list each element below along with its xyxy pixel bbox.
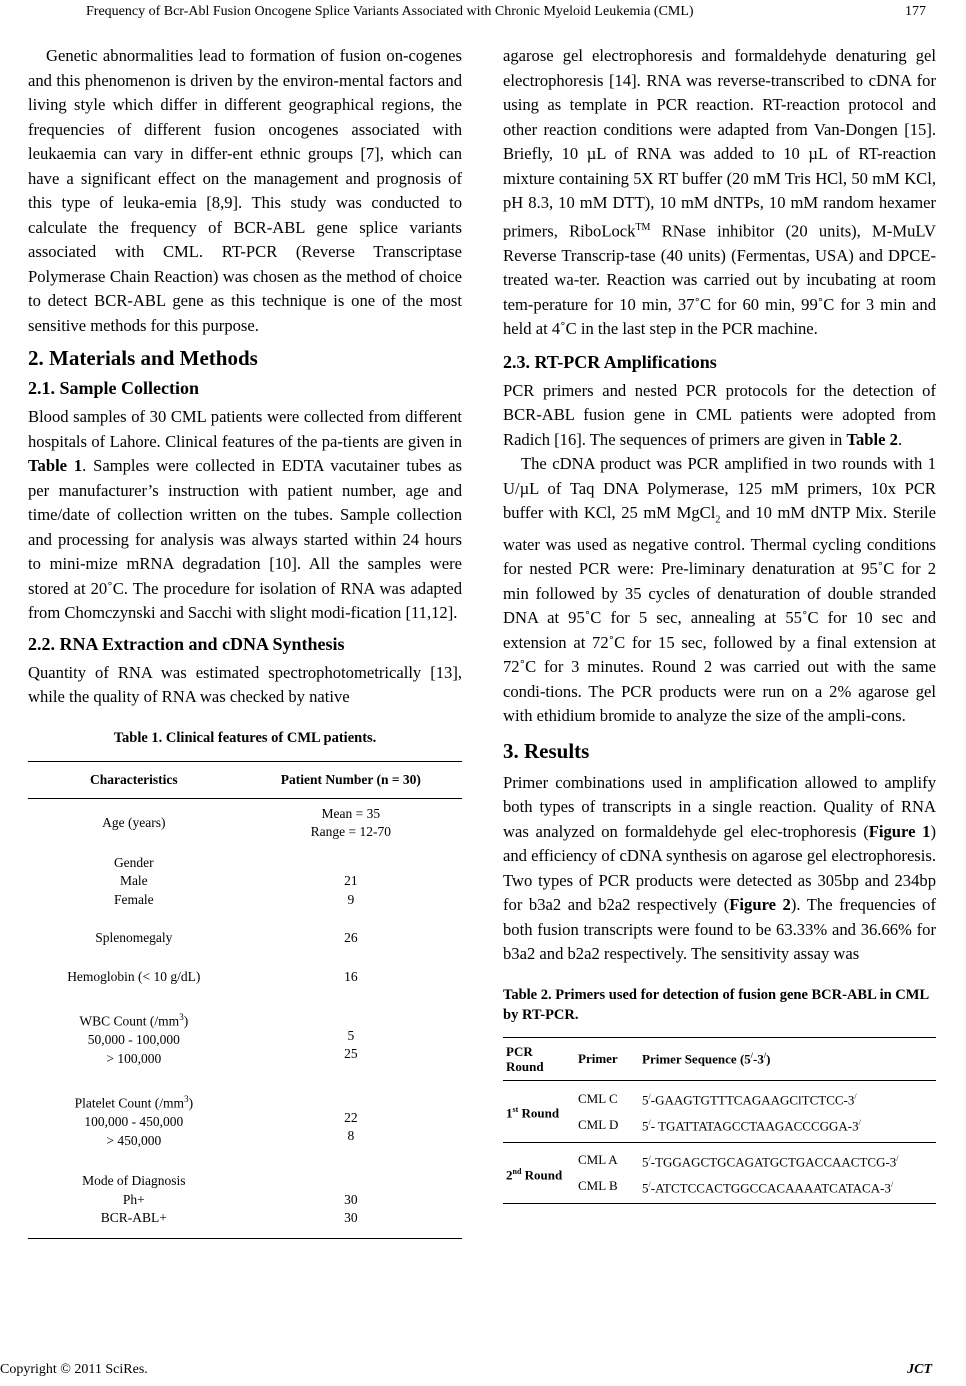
table-2-header-sequence: Primer Sequence (5/-3/)	[639, 1037, 936, 1080]
rna-extraction-paragraph: Quantity of RNA was estimated spectrophotometrically [13], while the quality of RNA was checked by native	[28, 662, 462, 706]
table-row: Gender Male Female 21 9	[113, 854, 358, 907]
table-1-header-characteristics: Characteristics	[28, 761, 240, 798]
rt-pcr-paragraph-1: PCR primers and nested PCR protocols for the detection of BCR-ABL fusion gene in CML patients were adopted from Radich [16]. The sequences of primers are given in Table 2.	[503, 380, 936, 449]
section-2-heading: 2. Materials and Methods	[28, 346, 258, 370]
section-3-heading: 3. Results	[503, 738, 590, 763]
section-2-1-heading: 2.1. Sample Collection	[28, 378, 199, 398]
rt-reaction-paragraph: agarose gel electrophoresis and formaldehyde denaturing gel electrophoresis [14]. RNA was reverse-transcribed to cDNA for using as template in PCR reaction. RT-reaction protocol and other reaction conditions were adapted from Van-Dongen [15]. Briefly, 10 µL of RNA was added to 10 µL of RT-reaction mixture containing 5X RT buffer (20 mM Tris HCl, 50 mM KCl, pH 8.3, 10 mM DTT), 10 mM dNTPs, 10 mM random hexamer primers, RiboLock™ RNase inhibitor (20 units), M-MuLV Reverse Transcrip-tase (40 units) (Fermentas, USA) and DPCE-treated wa-ter. Reaction was carried out by incubating at room tem-perature for 10 min, 37˚C for 60 min, 99˚C for 3 min and held at 4˚C in the last step in the PCR machine.	[503, 46, 936, 339]
table-row: CML B 5/-ATCTCCACTGGCCACAAAATCATACA-3/	[503, 1173, 936, 1204]
section-2-3-heading: 2.3. RT-PCR Amplifications	[503, 351, 717, 372]
journal-name: JCT	[907, 1362, 932, 1377]
table-2-header-primer: Primer	[575, 1037, 639, 1080]
table-row: CML D 5/- TGATTATAGCCTAAGACCCGGA-3/	[503, 1111, 936, 1142]
running-header	[36, 4, 926, 24]
figure-2-ref: Figure 2	[729, 895, 791, 915]
table-2	[503, 1037, 936, 1204]
table-1-caption: Table 1. Clinical features of CML patients.	[113, 729, 377, 746]
copyright: Copyright © 2011 SciRes.	[0, 1362, 148, 1377]
right-column	[503, 44, 936, 1204]
table-row: 2nd Round CML A 5/-TGGAGCTGCAGATGCTGACCAACTCG-3/	[503, 1142, 936, 1173]
left-column	[28, 44, 462, 1239]
table-row: Platelet Count $(/mm^3)$ 100,000 - 450,000 > 450,000 22 8	[74, 1094, 358, 1148]
intro-paragraph: Genetic abnormalities lead to formation of fusion on-cogenes and this phenomenon is driven by the environ-mental factors and living style which differ in different geographical regions, the frequencies of different fusion oncogenes associated with leukaemia can vary in differ-ent ethnic groups [7], which can have a significant effect on the management and prognosis of this type of leuka-emia [8,9]. This study was conducted to calculate the frequency of BCR-ABL gene splice variants associated with CML. RT-PCR (Reverse Transcriptase Polymerase Chain Reaction) was chosen as the method of choice to detect BCR-ABL gene as this technique is one of the most sensitive methods for this purpose.	[28, 46, 462, 335]
table-2-caption: Table 2. Primers used for detection of fusion gene BCR-ABL in CML by RT-PCR.	[503, 986, 929, 1023]
section-2-2-heading: 2.2. RNA Extraction and cDNA Synthesis	[28, 633, 345, 654]
table-1	[28, 761, 462, 1239]
table-row: Hemoglobin (< 10 g/dL) 16	[67, 968, 358, 984]
rt-pcr-paragraph-2: The cDNA product was PCR amplified in two rounds with 1 U/µL of Taq DNA Polymerase, 125 mM primers, 10x PCR buffer with KCl, 25 mM MgCl$_2$ and 10 mM dNTP Mix. Sterile water was used as negative control. Thermal cycling conditions for nested PCR were: Pre-liminary denaturation at 95˚C for 2 min followed by 35 cycles of denaturation of double stranded DNA at 95˚C for 5 sec, annealing at 55˚C for 10 sec and extension at 72˚C for 15 sec, followed by a final extension at 72˚C for 3 minutes. Round 2 was carried out with the same condi-tions. The PCR products were run on a 2% agarose gel with ethidium bromide to analyze the size of the ampli-cons.	[503, 454, 937, 726]
table-2-header-round: PCR Round	[503, 1037, 575, 1080]
table-row: 1st Round CML C 5/-GAAGTGTTTCAGAAGClTCTCC-3/	[503, 1080, 936, 1111]
table-1-header-patient-number: Patient Number (n = 30)	[240, 761, 462, 798]
table-2-ref: Table 2	[846, 429, 898, 449]
page-number: 177	[905, 4, 926, 19]
table-row: Splenomegaly 26	[95, 930, 358, 945]
table-row: Mode of Diagnosis Ph+ BCR-ABL+ 30 30	[28, 1156, 462, 1238]
running-title: Frequency of Bcr-Abl Fusion Oncogene Splice Variants Associated with Chronic Myeloid Leukemia (CML)	[86, 4, 694, 19]
table-1-ref: Table 1	[28, 456, 83, 475]
sample-collection-paragraph: Blood samples of 30 CML patients were collected from different hospitals of Lahore. Clinical features of the pa-tients are given in Table 1. Samples were collected in EDTA vacutainer tubes as per manufacturer’s instruction with patient number, age and time/date of collection written on the tubes. Sample collection and processing for analysis was always started within 24 hours to mini-mize mRNA degradation [10]. All the samples were stored at 20˚C. The procedure for isolation of RNA was adapted from Chomczynski and Sacchi with slight modi-fication [11,12].	[28, 407, 462, 622]
table-row: Age (years) Mean = 35 Range = 12-70	[102, 805, 391, 839]
results-paragraph: Primer combinations used in amplification allowed to amplify both types of transcripts in a single reaction. Quality of RNA was analyzed on formaldehyde gel elec-trophoresis (Figure 1) and efficiency of cDNA synthesis on agarose gel electrophoresis. Two types of PCR products were detected as 305bp and 234bp for b3a2 and b2a2 respectively (Figure 2). The frequencies of both fusion transcripts were found to be 63.33% and 36.66% for b3a2 and b2a2 respectively. The sensitivity assay was	[503, 772, 937, 964]
figure-1-ref: Figure 1	[868, 821, 931, 841]
table-row: WBC Count $(/mm^3)$ 50,000 - 100,000 > 100,000 5 25	[79, 1012, 358, 1066]
